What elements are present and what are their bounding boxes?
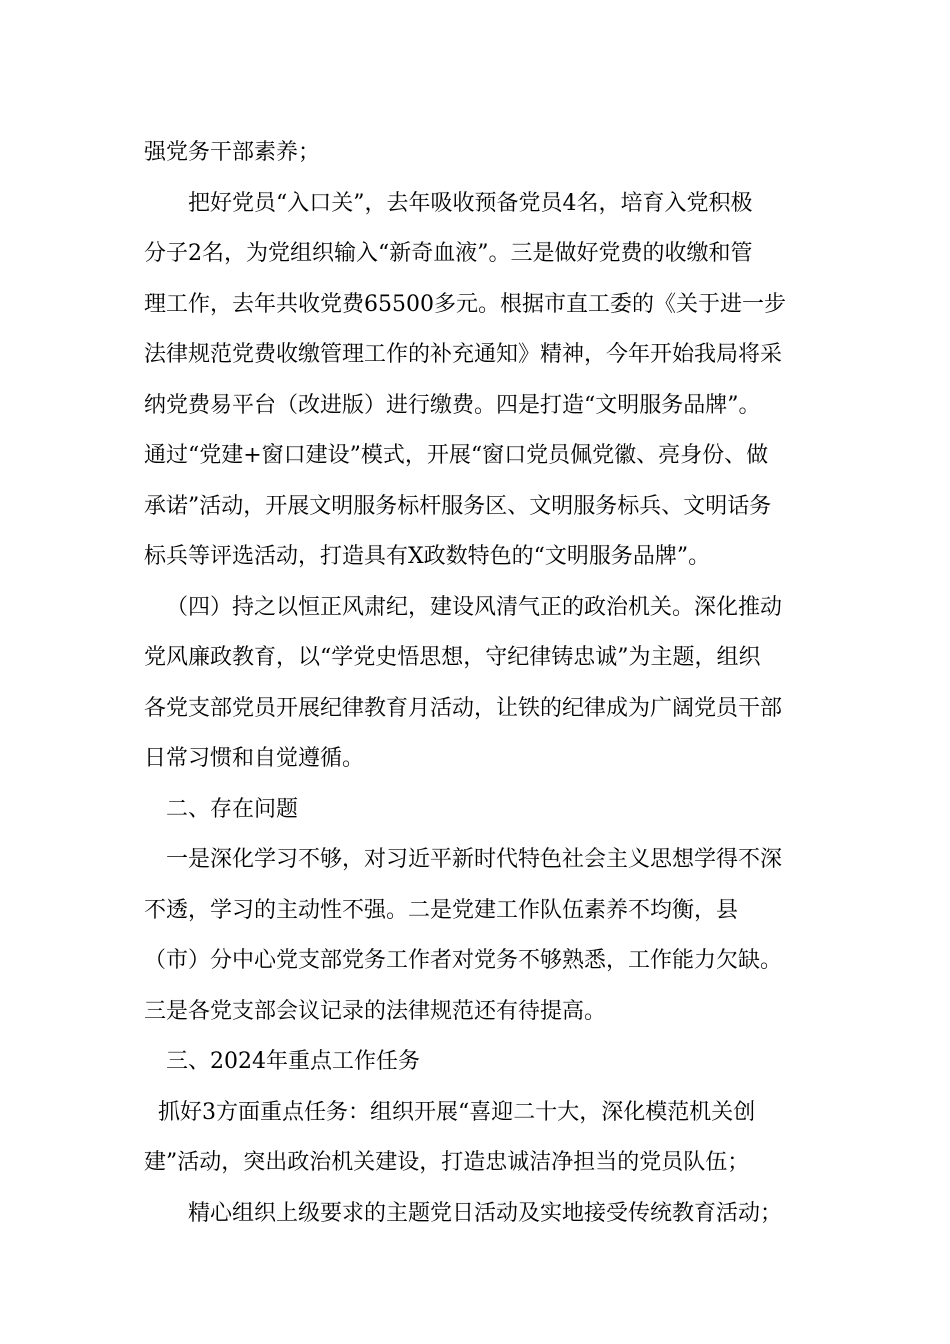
text-line-8: 承诺”活动，开展文明服务标杆服务区、文明服务标兵、文明话务 — [144, 493, 772, 519]
text-line-3: 分子2名，为党组织输入“新奇血液”。三是做好党费的收缴和管 — [144, 241, 753, 266]
text-line-7: 通过“党建+窗口建设”模式，开展“窗口党员佩党徽、亮身份、做 — [144, 443, 769, 468]
text-line-12: 各党支部党员开展纪律教育月活动，让铁的纪律成为广阔党员干部 — [144, 695, 783, 721]
text-line-9: 标兵等评选活动，打造具有X政数特色的“文明服务品牌”。 — [144, 544, 711, 569]
text-line-22: 精心组织上级要求的主题党日活动及实地接受传统教育活动； — [188, 1200, 783, 1226]
text-line-15: 一是深化学习不够，对习近平新时代特色社会主义思想学得不深 — [166, 847, 783, 872]
text-line-6: 纳党费易平台（改进版）进行缴费。四是打造“文明服务品牌”。 — [144, 392, 761, 418]
text-line-20: 抓好3方面重点任务：组织开展“喜迎二十大，深化模范机关创 — [158, 1099, 756, 1125]
text-line-1: 强党务干部素养； — [144, 140, 321, 165]
section-four-heading-line: （四）持之以恒正风肃纪，建设风清气正的政治机关。深化推动 — [166, 594, 783, 620]
text-line-5: 法律规范党费收缴管理工作的补充通知》精神，今年开始我局将采 — [144, 342, 783, 367]
text-line-13: 日常习惯和自觉遵循。 — [144, 746, 365, 771]
text-line-2: 把好党员“入口关”，去年吸收预备党员4名，培育入党积极 — [188, 190, 753, 216]
text-line-17: （市）分中心党支部党务工作者对党务不够熟悉，工作能力欠缺。 — [144, 948, 783, 973]
document-body — [144, 128, 808, 1239]
text-line-11: 党风廉政教育，以“学党史悟思想，守纪律铸忠诚”为主题，组织 — [144, 645, 761, 670]
section-heading-problems: 二、存在问题 — [166, 796, 299, 822]
text-line-18: 三是各党支部会议记录的法律规范还有待提高。 — [144, 998, 607, 1024]
text-line-21: 建”活动，突出政治机关建设，打造忠诚洁净担当的党员队伍； — [144, 1150, 750, 1175]
section-heading-tasks: 三、2024年重点工作任务 — [166, 1049, 420, 1074]
text-line-4: 理工作，去年共收党费65500多元。根据市直工委的《关于进一步 — [144, 291, 786, 317]
text-line-16: 不透，学习的主动性不强。二是党建工作队伍素养不均衡，县 — [144, 897, 739, 923]
